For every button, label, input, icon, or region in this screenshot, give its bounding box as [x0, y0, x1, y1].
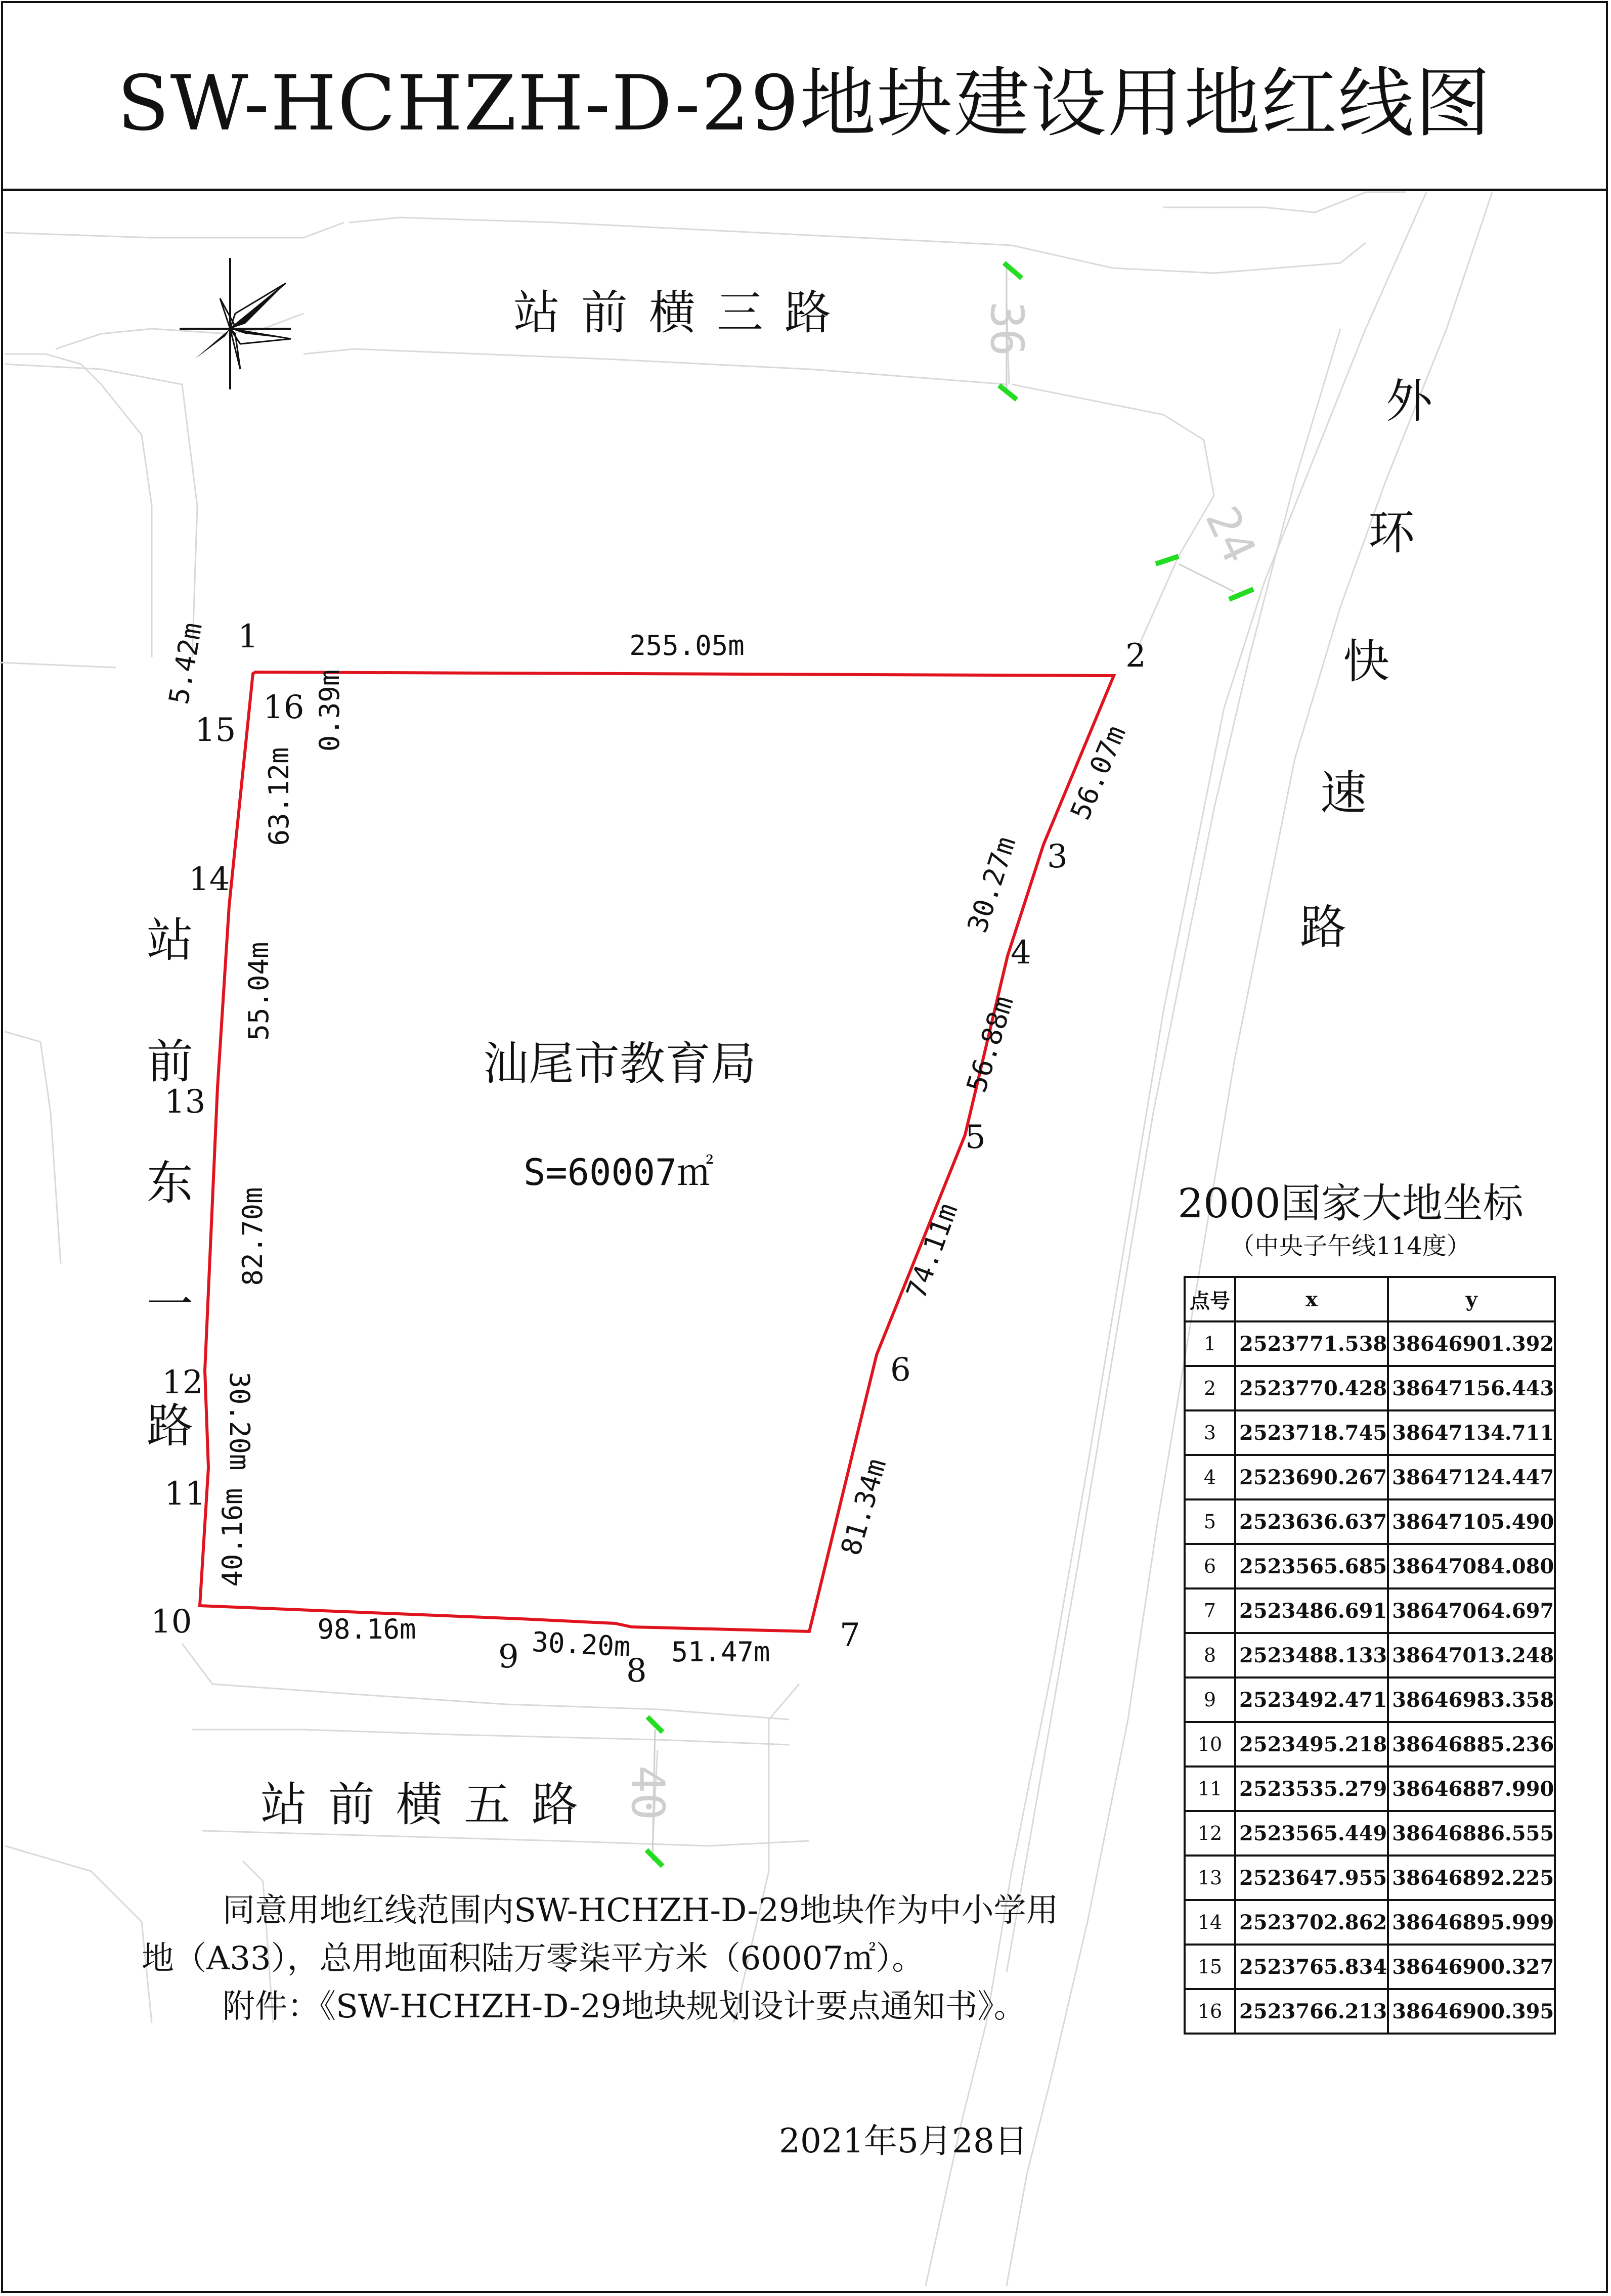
coord-table-row — [1185, 1989, 1555, 2034]
coord-point-cell: 5 — [1185, 1499, 1235, 1544]
coord-table-row — [1185, 1677, 1555, 1722]
coord-table-row — [1185, 1588, 1555, 1633]
point-label-14: 14 — [189, 861, 230, 898]
point-label-2: 2 — [1125, 637, 1146, 675]
coord-x-cell: 2523771.538 — [1235, 1321, 1388, 1366]
coord-x-cell: 2523702.862 — [1235, 1900, 1388, 1945]
coord-x-cell: 2523565.449 — [1235, 1811, 1388, 1856]
point-label-13: 13 — [164, 1083, 206, 1121]
road-name-west — [147, 880, 193, 1487]
point-label-10: 10 — [151, 1603, 192, 1641]
coord-point-cell: 15 — [1185, 1945, 1235, 1989]
road-marker — [999, 385, 1017, 400]
coord-table-row — [1185, 1544, 1555, 1588]
point-label-16: 16 — [263, 689, 304, 726]
coord-point-cell: 3 — [1185, 1410, 1235, 1455]
coord-table-row — [1185, 1900, 1555, 1945]
coord-y-cell: 38646901.392 — [1388, 1321, 1555, 1366]
coordinate-table — [1184, 1276, 1556, 2035]
parcel-area: S=60007㎡ — [524, 1151, 714, 1194]
coord-table-row — [1185, 1321, 1555, 1366]
map-title: SW-HCHZH-D-29地块建设用地红线图 — [117, 60, 1492, 148]
coord-point-cell: 2 — [1185, 1366, 1235, 1410]
edge-label-14-15: 63.12m — [263, 747, 295, 846]
edge-label-16-1: 5.42m — [162, 620, 208, 707]
coord-point-cell: 12 — [1185, 1811, 1235, 1856]
coord-y-cell: 38646887.990 — [1388, 1767, 1555, 1811]
coord-x-cell: 2523486.691 — [1235, 1588, 1388, 1633]
coord-x-cell: 2523766.213 — [1235, 1989, 1388, 2034]
coord-point-cell: 1 — [1185, 1321, 1235, 1366]
edge-label-12-13: 82.70m — [237, 1187, 269, 1286]
coord-x-cell: 2523535.279 — [1235, 1767, 1388, 1811]
edge-label-8-9: 30.20m — [531, 1625, 632, 1663]
coord-x-cell: 2523718.745 — [1235, 1410, 1388, 1455]
north-arrow-icon — [180, 258, 291, 389]
coord-y-cell: 38646886.555 — [1388, 1811, 1555, 1856]
coord-header-y: y — [1388, 1277, 1555, 1321]
point-label-6: 6 — [890, 1351, 911, 1389]
road-marker — [646, 1850, 663, 1866]
coord-table-row — [1185, 1811, 1555, 1856]
road-east-char: 速 — [1320, 766, 1367, 820]
point-label-5: 5 — [965, 1119, 986, 1156]
south-road-width-label: 40 — [621, 1765, 674, 1821]
coord-point-cell: 14 — [1185, 1900, 1235, 1945]
road-west-char: 东 — [147, 1156, 194, 1210]
coord-y-cell: 38646885.236 — [1388, 1722, 1555, 1767]
edge-label-3-4: 30.27m — [961, 832, 1022, 937]
coord-point-cell: 11 — [1185, 1767, 1235, 1811]
edge-label-5-6: 74.11m — [900, 1199, 964, 1303]
coord-y-cell: 38647124.447 — [1388, 1455, 1555, 1499]
east-road-width-label: 24 — [1195, 498, 1267, 571]
coord-x-cell: 2523770.428 — [1235, 1366, 1388, 1410]
coord-x-cell: 2523636.637 — [1235, 1499, 1388, 1544]
point-label-12: 12 — [162, 1364, 203, 1401]
point-label-4: 4 — [1011, 934, 1031, 972]
issue-date: 2021年5月28日 — [779, 2122, 1028, 2160]
point-label-11: 11 — [164, 1475, 206, 1513]
coord-table-subtitle: （中央子午线114度） — [1230, 1232, 1471, 1260]
coord-y-cell: 38646892.225 — [1388, 1856, 1555, 1900]
edge-label-4-5: 56.88m — [960, 992, 1020, 1096]
coord-x-cell: 2523765.834 — [1235, 1945, 1388, 1989]
coord-y-cell: 38646900.395 — [1388, 1989, 1555, 2034]
coord-header-x: x — [1235, 1277, 1388, 1321]
point-label-8: 8 — [626, 1652, 647, 1690]
coord-x-cell: 2523492.471 — [1235, 1677, 1388, 1722]
coord-y-cell: 38647156.443 — [1388, 1366, 1555, 1410]
coord-point-cell: 8 — [1185, 1633, 1235, 1677]
coord-x-cell: 2523495.218 — [1235, 1722, 1388, 1767]
coord-y-cell: 38647134.711 — [1388, 1410, 1555, 1455]
coord-y-cell: 38647105.490 — [1388, 1499, 1555, 1544]
edge-label-6-7: 81.34m — [835, 1455, 893, 1559]
coord-table-row — [1185, 1455, 1555, 1499]
coord-point-cell: 13 — [1185, 1856, 1235, 1900]
road-west-char: 路 — [147, 1399, 194, 1453]
coord-table-row — [1185, 1499, 1555, 1544]
road-west-char: 站 — [147, 913, 194, 967]
north-road-width-label: 36 — [980, 301, 1033, 357]
point-label-1: 1 — [238, 618, 258, 655]
coord-table-row — [1185, 1945, 1555, 1989]
coord-table-row — [1185, 1767, 1555, 1811]
coord-table-row — [1185, 1856, 1555, 1900]
coord-table-body — [1185, 1321, 1555, 2034]
attachment-note: 附件：《SW-HCHZH-D-29地块规划设计要点通知书》。 — [223, 1988, 1026, 2025]
coord-point-cell: 7 — [1185, 1588, 1235, 1633]
coord-table-title: 2000国家大地坐标 — [1178, 1180, 1523, 1227]
edge-label-9-10: 98.16m — [317, 1613, 416, 1645]
edge-label-1-2: 255.05m — [629, 630, 745, 661]
road-west-char: 前 — [147, 1035, 194, 1089]
coord-table-row — [1185, 1722, 1555, 1767]
coord-x-cell: 2523690.267 — [1235, 1455, 1388, 1499]
coord-table-header-row — [1185, 1277, 1555, 1321]
coord-point-cell: 4 — [1185, 1455, 1235, 1499]
road-east-char: 路 — [1300, 900, 1347, 954]
coord-x-cell: 2523488.133 — [1235, 1633, 1388, 1677]
edge-label-10-11: 40.16m — [216, 1488, 248, 1587]
coord-y-cell: 38646895.999 — [1388, 1900, 1555, 1945]
edge-label-7-8: 51.47m — [671, 1636, 770, 1668]
coord-table-row — [1185, 1410, 1555, 1455]
road-east-char: 外 — [1386, 374, 1433, 428]
road-east-char: 快 — [1343, 635, 1390, 689]
point-label-9: 9 — [498, 1638, 519, 1675]
coord-point-cell: 9 — [1185, 1677, 1235, 1722]
edge-label-13-14: 55.04m — [243, 942, 275, 1041]
approval-note-line-2: 地（A33），总用地面积陆万零柒平方米（60007㎡）。 — [142, 1940, 925, 1977]
coord-point-cell: 16 — [1185, 1989, 1235, 2034]
approval-note-line-1: 同意用地红线范围内SW-HCHZH-D-29地块作为中小学用 — [223, 1892, 1059, 1929]
point-label-7: 7 — [840, 1617, 860, 1654]
parcel-owner: 汕尾市教育局 — [483, 1037, 756, 1090]
road-name-south: 站前横五路 — [260, 1778, 600, 1832]
point-label-3: 3 — [1047, 838, 1068, 875]
edge-label-2-3: 56.07m — [1064, 721, 1133, 824]
coord-x-cell: 2523647.955 — [1235, 1856, 1388, 1900]
coord-y-cell: 38646983.358 — [1388, 1677, 1555, 1722]
coord-table-row — [1185, 1633, 1555, 1677]
road-name-north: 站前横三路 — [513, 286, 853, 340]
coord-y-cell: 38647013.248 — [1388, 1633, 1555, 1677]
coord-x-cell: 2523565.685 — [1235, 1544, 1388, 1588]
coord-y-cell: 38647084.080 — [1388, 1544, 1555, 1588]
road-east-char: 环 — [1368, 506, 1415, 560]
road-west-char: 一 — [147, 1277, 194, 1332]
coord-y-cell: 38646900.327 — [1388, 1945, 1555, 1989]
point-label-15: 15 — [195, 712, 236, 749]
edge-label-15-16: 0.39m — [314, 669, 345, 752]
coord-y-cell: 38647064.697 — [1388, 1588, 1555, 1633]
coord-point-cell: 6 — [1185, 1544, 1235, 1588]
edge-label-11-12: 30.20m — [224, 1372, 255, 1471]
coord-header-point: 点号 — [1185, 1277, 1235, 1321]
coord-point-cell: 10 — [1185, 1722, 1235, 1767]
coord-table-row — [1185, 1366, 1555, 1410]
